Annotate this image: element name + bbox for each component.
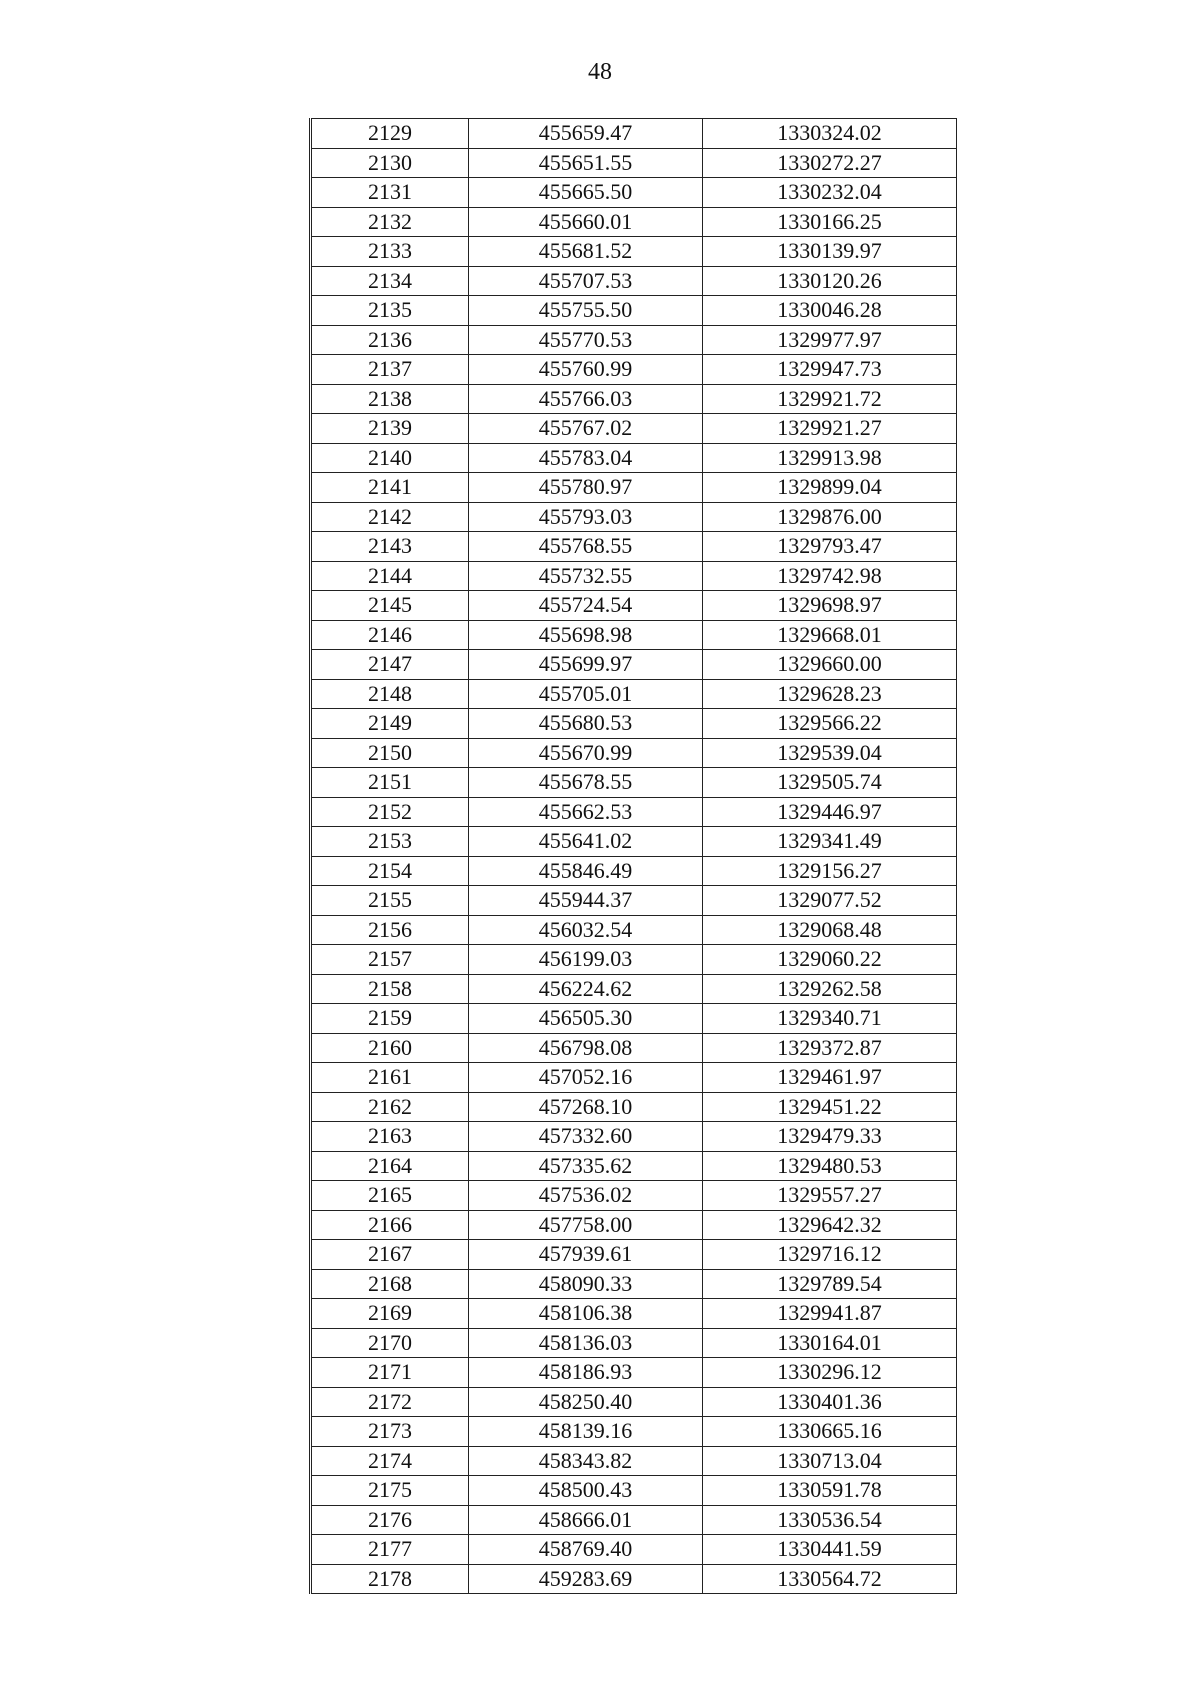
point-number-cell: 2142 (311, 502, 469, 532)
x-coordinate-cell: 456798.08 (469, 1033, 703, 1063)
x-coordinate-cell: 457536.02 (469, 1181, 703, 1211)
x-coordinate-cell: 455846.49 (469, 856, 703, 886)
table-row (311, 1092, 957, 1122)
y-coordinate-cell: 1330324.02 (703, 119, 957, 149)
point-number-cell: 2145 (311, 591, 469, 621)
point-number-cell: 2132 (311, 207, 469, 237)
y-coordinate-cell: 1330564.72 (703, 1564, 957, 1594)
x-coordinate-cell: 457332.60 (469, 1122, 703, 1152)
table-row (311, 178, 957, 208)
table-row (311, 266, 957, 296)
table-row (311, 620, 957, 650)
table-row (311, 1063, 957, 1093)
x-coordinate-cell: 455755.50 (469, 296, 703, 326)
point-number-cell: 2160 (311, 1033, 469, 1063)
x-coordinate-cell: 455767.02 (469, 414, 703, 444)
table-row (311, 355, 957, 385)
point-number-cell: 2144 (311, 561, 469, 591)
point-number-cell: 2170 (311, 1328, 469, 1358)
y-coordinate-cell: 1329899.04 (703, 473, 957, 503)
y-coordinate-cell: 1329077.52 (703, 886, 957, 916)
x-coordinate-cell: 458139.16 (469, 1417, 703, 1447)
x-coordinate-cell: 455680.53 (469, 709, 703, 739)
y-coordinate-cell: 1329505.74 (703, 768, 957, 798)
y-coordinate-cell: 1329480.53 (703, 1151, 957, 1181)
table-row (311, 1535, 957, 1565)
table-row (311, 325, 957, 355)
x-coordinate-cell: 458500.43 (469, 1476, 703, 1506)
point-number-cell: 2157 (311, 945, 469, 975)
y-coordinate-cell: 1329628.23 (703, 679, 957, 709)
y-coordinate-cell: 1329716.12 (703, 1240, 957, 1270)
table-row (311, 1564, 957, 1594)
y-coordinate-cell: 1330166.25 (703, 207, 957, 237)
y-coordinate-cell: 1330046.28 (703, 296, 957, 326)
point-number-cell: 2158 (311, 974, 469, 1004)
point-number-cell: 2152 (311, 797, 469, 827)
y-coordinate-cell: 1330591.78 (703, 1476, 957, 1506)
point-number-cell: 2134 (311, 266, 469, 296)
x-coordinate-cell: 456032.54 (469, 915, 703, 945)
y-coordinate-cell: 1330232.04 (703, 178, 957, 208)
point-number-cell: 2135 (311, 296, 469, 326)
point-number-cell: 2151 (311, 768, 469, 798)
x-coordinate-cell: 455662.53 (469, 797, 703, 827)
y-coordinate-cell: 1329642.32 (703, 1210, 957, 1240)
x-coordinate-cell: 455783.04 (469, 443, 703, 473)
table-row (311, 738, 957, 768)
x-coordinate-cell: 458136.03 (469, 1328, 703, 1358)
y-coordinate-cell: 1329461.97 (703, 1063, 957, 1093)
table-row (311, 1417, 957, 1447)
x-coordinate-cell: 455707.53 (469, 266, 703, 296)
point-number-cell: 2156 (311, 915, 469, 945)
y-coordinate-cell: 1329977.97 (703, 325, 957, 355)
table-row (311, 1269, 957, 1299)
table-row (311, 473, 957, 503)
y-coordinate-cell: 1330665.16 (703, 1417, 957, 1447)
y-coordinate-cell: 1330120.26 (703, 266, 957, 296)
table-row (311, 827, 957, 857)
y-coordinate-cell: 1329742.98 (703, 561, 957, 591)
y-coordinate-cell: 1329660.00 (703, 650, 957, 680)
point-number-cell: 2154 (311, 856, 469, 886)
point-number-cell: 2161 (311, 1063, 469, 1093)
point-number-cell: 2164 (311, 1151, 469, 1181)
table-row (311, 591, 957, 621)
table-row (311, 886, 957, 916)
x-coordinate-cell: 455670.99 (469, 738, 703, 768)
x-coordinate-cell: 458106.38 (469, 1299, 703, 1329)
table-row (311, 1122, 957, 1152)
y-coordinate-cell: 1329921.27 (703, 414, 957, 444)
y-coordinate-cell: 1329698.97 (703, 591, 957, 621)
y-coordinate-cell: 1329941.87 (703, 1299, 957, 1329)
table-row (311, 915, 957, 945)
x-coordinate-cell: 457758.00 (469, 1210, 703, 1240)
y-coordinate-cell: 1330272.27 (703, 148, 957, 178)
y-coordinate-cell: 1329068.48 (703, 915, 957, 945)
table-row (311, 1328, 957, 1358)
y-coordinate-cell: 1329060.22 (703, 945, 957, 975)
table-row (311, 443, 957, 473)
table-row (311, 1476, 957, 1506)
point-number-cell: 2140 (311, 443, 469, 473)
x-coordinate-cell: 455780.97 (469, 473, 703, 503)
x-coordinate-cell: 455660.01 (469, 207, 703, 237)
x-coordinate-cell: 457268.10 (469, 1092, 703, 1122)
y-coordinate-cell: 1330164.01 (703, 1328, 957, 1358)
x-coordinate-cell: 458250.40 (469, 1387, 703, 1417)
point-number-cell: 2153 (311, 827, 469, 857)
x-coordinate-cell: 455732.55 (469, 561, 703, 591)
point-number-cell: 2173 (311, 1417, 469, 1447)
y-coordinate-cell: 1329566.22 (703, 709, 957, 739)
point-number-cell: 2163 (311, 1122, 469, 1152)
x-coordinate-cell: 459283.69 (469, 1564, 703, 1594)
table-row (311, 709, 957, 739)
coordinates-table (309, 118, 957, 1594)
table-row (311, 1505, 957, 1535)
x-coordinate-cell: 455699.97 (469, 650, 703, 680)
point-number-cell: 2165 (311, 1181, 469, 1211)
point-number-cell: 2155 (311, 886, 469, 916)
point-number-cell: 2138 (311, 384, 469, 414)
point-number-cell: 2166 (311, 1210, 469, 1240)
y-coordinate-cell: 1329793.47 (703, 532, 957, 562)
table-row (311, 414, 957, 444)
table-row (311, 650, 957, 680)
x-coordinate-cell: 456199.03 (469, 945, 703, 975)
point-number-cell: 2131 (311, 178, 469, 208)
point-number-cell: 2143 (311, 532, 469, 562)
table-row (311, 1387, 957, 1417)
point-number-cell: 2178 (311, 1564, 469, 1594)
table-row (311, 1151, 957, 1181)
x-coordinate-cell: 455678.55 (469, 768, 703, 798)
y-coordinate-cell: 1329479.33 (703, 1122, 957, 1152)
y-coordinate-cell: 1329789.54 (703, 1269, 957, 1299)
x-coordinate-cell: 455793.03 (469, 502, 703, 532)
y-coordinate-cell: 1330713.04 (703, 1446, 957, 1476)
x-coordinate-cell: 457939.61 (469, 1240, 703, 1270)
point-number-cell: 2139 (311, 414, 469, 444)
point-number-cell: 2133 (311, 237, 469, 267)
table-row (311, 1033, 957, 1063)
x-coordinate-cell: 455651.55 (469, 148, 703, 178)
point-number-cell: 2141 (311, 473, 469, 503)
x-coordinate-cell: 458343.82 (469, 1446, 703, 1476)
table-row (311, 148, 957, 178)
coordinates-table-body (311, 119, 957, 1594)
y-coordinate-cell: 1329451.22 (703, 1092, 957, 1122)
y-coordinate-cell: 1330296.12 (703, 1358, 957, 1388)
y-coordinate-cell: 1329876.00 (703, 502, 957, 532)
x-coordinate-cell: 458090.33 (469, 1269, 703, 1299)
table-row (311, 768, 957, 798)
table-row (311, 1240, 957, 1270)
x-coordinate-cell: 457335.62 (469, 1151, 703, 1181)
x-coordinate-cell: 458666.01 (469, 1505, 703, 1535)
table-row (311, 532, 957, 562)
point-number-cell: 2136 (311, 325, 469, 355)
table-row (311, 1004, 957, 1034)
table-row (311, 974, 957, 1004)
table-row (311, 797, 957, 827)
x-coordinate-cell: 455768.55 (469, 532, 703, 562)
x-coordinate-cell: 455944.37 (469, 886, 703, 916)
y-coordinate-cell: 1329262.58 (703, 974, 957, 1004)
table-row (311, 1358, 957, 1388)
point-number-cell: 2159 (311, 1004, 469, 1034)
table-row (311, 679, 957, 709)
x-coordinate-cell: 455665.50 (469, 178, 703, 208)
x-coordinate-cell: 458186.93 (469, 1358, 703, 1388)
x-coordinate-cell: 455659.47 (469, 119, 703, 149)
point-number-cell: 2148 (311, 679, 469, 709)
x-coordinate-cell: 458769.40 (469, 1535, 703, 1565)
y-coordinate-cell: 1330536.54 (703, 1505, 957, 1535)
y-coordinate-cell: 1329668.01 (703, 620, 957, 650)
x-coordinate-cell: 455698.98 (469, 620, 703, 650)
x-coordinate-cell: 456224.62 (469, 974, 703, 1004)
point-number-cell: 2149 (311, 709, 469, 739)
table-row (311, 1210, 957, 1240)
point-number-cell: 2174 (311, 1446, 469, 1476)
point-number-cell: 2150 (311, 738, 469, 768)
point-number-cell: 2146 (311, 620, 469, 650)
table-row (311, 296, 957, 326)
y-coordinate-cell: 1330139.97 (703, 237, 957, 267)
table-row (311, 561, 957, 591)
x-coordinate-cell: 457052.16 (469, 1063, 703, 1093)
table-row (311, 207, 957, 237)
table-row (311, 119, 957, 149)
y-coordinate-cell: 1329557.27 (703, 1181, 957, 1211)
table-row (311, 384, 957, 414)
y-coordinate-cell: 1330441.59 (703, 1535, 957, 1565)
point-number-cell: 2168 (311, 1269, 469, 1299)
x-coordinate-cell: 455641.02 (469, 827, 703, 857)
table-row (311, 856, 957, 886)
y-coordinate-cell: 1329947.73 (703, 355, 957, 385)
table-row (311, 1181, 957, 1211)
y-coordinate-cell: 1329340.71 (703, 1004, 957, 1034)
y-coordinate-cell: 1329446.97 (703, 797, 957, 827)
x-coordinate-cell: 455724.54 (469, 591, 703, 621)
table-row (311, 1299, 957, 1329)
y-coordinate-cell: 1329156.27 (703, 856, 957, 886)
point-number-cell: 2176 (311, 1505, 469, 1535)
y-coordinate-cell: 1329913.98 (703, 443, 957, 473)
x-coordinate-cell: 455681.52 (469, 237, 703, 267)
table-row (311, 945, 957, 975)
y-coordinate-cell: 1329539.04 (703, 738, 957, 768)
point-number-cell: 2147 (311, 650, 469, 680)
page-number: 48 (588, 59, 612, 85)
point-number-cell: 2169 (311, 1299, 469, 1329)
point-number-cell: 2171 (311, 1358, 469, 1388)
y-coordinate-cell: 1329341.49 (703, 827, 957, 857)
y-coordinate-cell: 1329921.72 (703, 384, 957, 414)
x-coordinate-cell: 455770.53 (469, 325, 703, 355)
point-number-cell: 2177 (311, 1535, 469, 1565)
table-row (311, 1446, 957, 1476)
point-number-cell: 2167 (311, 1240, 469, 1270)
point-number-cell: 2162 (311, 1092, 469, 1122)
table-row (311, 502, 957, 532)
y-coordinate-cell: 1330401.36 (703, 1387, 957, 1417)
x-coordinate-cell: 456505.30 (469, 1004, 703, 1034)
x-coordinate-cell: 455766.03 (469, 384, 703, 414)
x-coordinate-cell: 455760.99 (469, 355, 703, 385)
x-coordinate-cell: 455705.01 (469, 679, 703, 709)
point-number-cell: 2172 (311, 1387, 469, 1417)
point-number-cell: 2137 (311, 355, 469, 385)
point-number-cell: 2175 (311, 1476, 469, 1506)
y-coordinate-cell: 1329372.87 (703, 1033, 957, 1063)
point-number-cell: 2129 (311, 119, 469, 149)
point-number-cell: 2130 (311, 148, 469, 178)
table-row (311, 237, 957, 267)
